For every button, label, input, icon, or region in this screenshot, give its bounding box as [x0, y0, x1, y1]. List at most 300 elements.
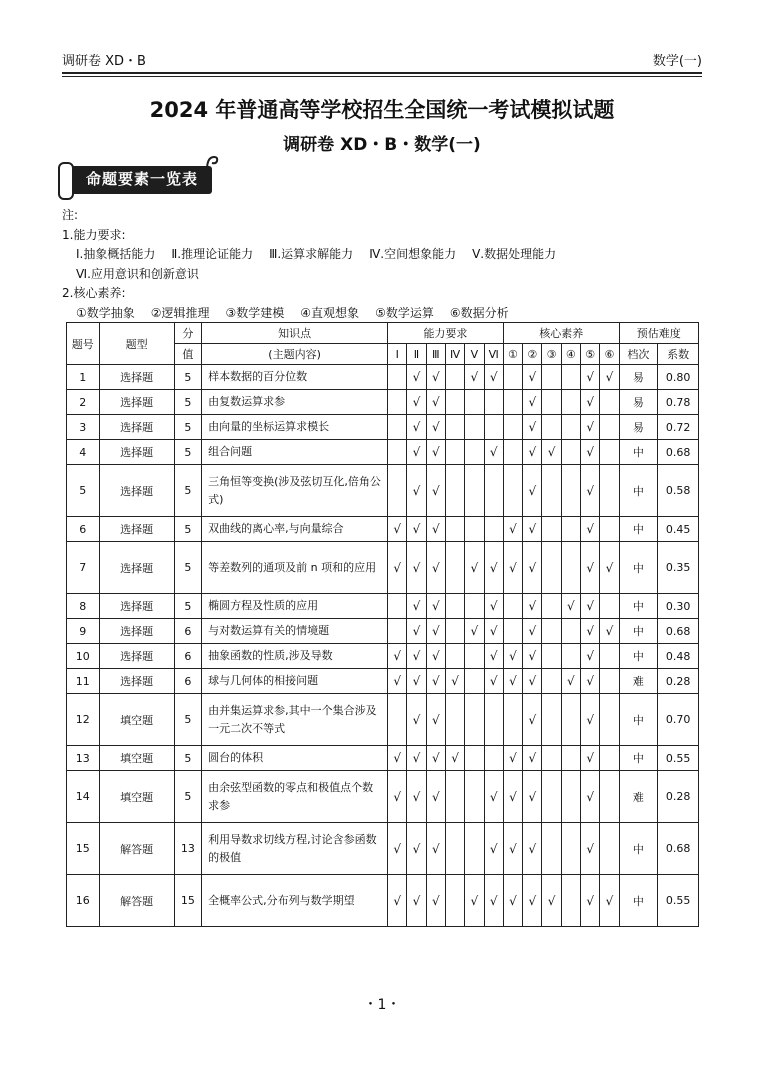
cell-num: 16: [67, 875, 100, 927]
elements-table: [66, 322, 699, 927]
cell-ability-check: [445, 440, 464, 465]
cell-ability-check: [465, 694, 484, 746]
cell-core-check: [600, 465, 619, 517]
cell-score: 15: [174, 875, 201, 927]
cell-num: 11: [67, 669, 100, 694]
cell-ability-check: √: [388, 875, 407, 927]
cell-core-check: √: [503, 644, 522, 669]
cell-num: 15: [67, 823, 100, 875]
cell-core-check: [600, 746, 619, 771]
cell-core-check: [542, 517, 561, 542]
cell-core-check: [503, 594, 522, 619]
cell-core-check: √: [581, 746, 600, 771]
col-header-difficulty: 预估难度: [619, 323, 698, 344]
cell-ability-check: [388, 465, 407, 517]
col-header-ability-item: Ⅴ: [465, 344, 484, 365]
cell-ability-check: √: [426, 415, 445, 440]
cell-core-check: [542, 594, 561, 619]
cell-ability-check: √: [484, 619, 503, 644]
col-header-ability-item: Ⅵ: [484, 344, 503, 365]
cell-ability-check: √: [407, 746, 426, 771]
cell-ability-check: [484, 694, 503, 746]
cell-level: 中: [619, 594, 658, 619]
cell-knowledge-point: 利用导数求切线方程,讨论含参函数的极值: [202, 823, 388, 875]
cell-coef: 0.48: [658, 644, 699, 669]
cell-core-check: √: [503, 746, 522, 771]
cell-ability-check: √: [484, 875, 503, 927]
cell-core-check: [542, 694, 561, 746]
note-item: ④直观想象: [300, 305, 360, 320]
cell-score: 5: [174, 390, 201, 415]
cell-knowledge-point: 双曲线的离心率,与向量综合: [202, 517, 388, 542]
cell-knowledge-point: 全概率公式,分布列与数学期望: [202, 875, 388, 927]
cell-core-check: [503, 365, 522, 390]
cell-core-check: √: [581, 440, 600, 465]
note-item: Ⅰ.抽象概括能力: [76, 247, 156, 261]
cell-num: 3: [67, 415, 100, 440]
note-item: ②逻辑推理: [150, 305, 210, 320]
cell-ability-check: [388, 694, 407, 746]
cell-core-check: [600, 771, 619, 823]
cell-core-check: [503, 390, 522, 415]
cell-type: 选择题: [99, 390, 174, 415]
cell-core-check: [561, 415, 580, 440]
cell-core-check: [542, 823, 561, 875]
page-number: ・1・: [363, 997, 401, 1013]
cell-num: 1: [67, 365, 100, 390]
cell-knowledge-point: 球与几何体的相接问题: [202, 669, 388, 694]
cell-core-check: [542, 465, 561, 517]
cell-ability-check: √: [388, 517, 407, 542]
cell-ability-check: [465, 594, 484, 619]
header-left: 调研卷 XD・B: [62, 54, 146, 69]
header-rule: [62, 72, 702, 74]
cell-core-check: [542, 746, 561, 771]
cell-ability-check: √: [407, 542, 426, 594]
col-header-score-1: 分: [174, 323, 201, 344]
cell-ability-check: √: [407, 644, 426, 669]
table-row: [67, 465, 699, 517]
table-row: [67, 694, 699, 746]
table-row: [67, 390, 699, 415]
cell-ability-check: [484, 415, 503, 440]
cell-knowledge-point: 由复数运算求参: [202, 390, 388, 415]
cell-num: 2: [67, 390, 100, 415]
cell-level: 易: [619, 365, 658, 390]
cell-ability-check: √: [465, 875, 484, 927]
scroll-curl-icon: [204, 154, 220, 172]
cell-core-check: [600, 415, 619, 440]
cell-num: 4: [67, 440, 100, 465]
cell-ability-check: √: [426, 669, 445, 694]
cell-level: 中: [619, 746, 658, 771]
cell-core-check: √: [581, 619, 600, 644]
cell-core-check: [561, 694, 580, 746]
cell-num: 5: [67, 465, 100, 517]
cell-ability-check: [465, 390, 484, 415]
page-subtitle: 调研卷 XD・B・数学(一): [283, 135, 481, 155]
cell-core-check: √: [542, 440, 561, 465]
cell-knowledge-point: 等差数列的通项及前 n 项和的应用: [202, 542, 388, 594]
cell-ability-check: √: [484, 542, 503, 594]
cell-ability-check: √: [426, 771, 445, 823]
cell-knowledge-point: 组合问题: [202, 440, 388, 465]
cell-core-check: √: [523, 465, 542, 517]
cell-ability-check: √: [407, 390, 426, 415]
cell-ability-check: [445, 542, 464, 594]
table-row: [67, 542, 699, 594]
cell-core-check: √: [523, 669, 542, 694]
table-row: [67, 644, 699, 669]
cell-core-check: √: [600, 875, 619, 927]
cell-ability-check: [388, 594, 407, 619]
cell-score: 5: [174, 365, 201, 390]
cell-ability-check: √: [426, 746, 445, 771]
col-header-kp-2: (主题内容): [202, 344, 388, 365]
cell-type: 解答题: [99, 875, 174, 927]
cell-core-check: [561, 823, 580, 875]
cell-ability-check: √: [426, 594, 445, 619]
col-header-kp-1: 知识点: [202, 323, 388, 344]
cell-score: 5: [174, 694, 201, 746]
cell-coef: 0.30: [658, 594, 699, 619]
cell-ability-check: [484, 390, 503, 415]
cell-core-check: [600, 823, 619, 875]
cell-core-check: √: [523, 542, 542, 594]
cell-core-check: √: [581, 415, 600, 440]
cell-ability-check: √: [426, 390, 445, 415]
cell-ability-check: √: [426, 644, 445, 669]
banner-label: 命题要素一览表: [85, 170, 198, 188]
cell-core-check: [503, 694, 522, 746]
cell-core-check: √: [523, 644, 542, 669]
cell-ability-check: √: [426, 365, 445, 390]
cell-type: 选择题: [99, 415, 174, 440]
table-body: [67, 365, 699, 927]
cell-knowledge-point: 抽象函数的性质,涉及导数: [202, 644, 388, 669]
cell-coef: 0.55: [658, 875, 699, 927]
col-header-core-item: ①: [503, 344, 522, 365]
core-list: [62, 304, 572, 324]
cell-core-check: √: [503, 517, 522, 542]
cell-num: 13: [67, 746, 100, 771]
note-item: Ⅲ.运算求解能力: [269, 247, 354, 261]
cell-core-check: √: [523, 823, 542, 875]
cell-coef: 0.45: [658, 517, 699, 542]
cell-core-check: √: [600, 542, 619, 594]
col-header-core-item: ⑥: [600, 344, 619, 365]
cell-core-check: [561, 746, 580, 771]
cell-core-check: √: [503, 823, 522, 875]
cell-ability-check: [445, 771, 464, 823]
cell-ability-check: √: [407, 619, 426, 644]
cell-ability-check: [445, 390, 464, 415]
table-row: [67, 823, 699, 875]
note-item: Ⅵ.应用意识和创新意识: [76, 266, 199, 281]
cell-num: 9: [67, 619, 100, 644]
cell-ability-check: √: [484, 440, 503, 465]
cell-core-check: [542, 669, 561, 694]
cell-ability-check: √: [484, 365, 503, 390]
cell-num: 8: [67, 594, 100, 619]
cell-ability-check: [445, 594, 464, 619]
cell-level: 中: [619, 823, 658, 875]
cell-score: 5: [174, 771, 201, 823]
cell-core-check: [542, 390, 561, 415]
cell-core-check: √: [581, 823, 600, 875]
cell-level: 中: [619, 440, 658, 465]
cell-core-check: [561, 542, 580, 594]
note-item: Ⅳ.空间想象能力: [369, 247, 457, 261]
cell-core-check: [600, 644, 619, 669]
cell-ability-check: √: [407, 365, 426, 390]
ability-list: [62, 245, 572, 265]
cell-type: 选择题: [99, 465, 174, 517]
cell-coef: 0.70: [658, 694, 699, 746]
cell-core-check: √: [581, 669, 600, 694]
cell-coef: 0.55: [658, 746, 699, 771]
cell-ability-check: √: [465, 365, 484, 390]
cell-coef: 0.28: [658, 771, 699, 823]
cell-ability-check: [445, 694, 464, 746]
cell-core-check: √: [523, 517, 542, 542]
cell-core-check: [600, 517, 619, 542]
table-row: [67, 365, 699, 390]
cell-ability-check: [388, 365, 407, 390]
col-header-type: 题型: [99, 323, 174, 365]
cell-ability-check: √: [426, 875, 445, 927]
cell-knowledge-point: 由余弦型函数的零点和极值点个数求参: [202, 771, 388, 823]
cell-core-check: √: [523, 619, 542, 644]
col-header-ability-item: Ⅲ: [426, 344, 445, 365]
table-row: [67, 746, 699, 771]
note-item: Ⅴ.数据处理能力: [472, 247, 557, 261]
cell-core-check: [503, 415, 522, 440]
cell-ability-check: √: [407, 517, 426, 542]
cell-knowledge-point: 由向量的坐标运算求模长: [202, 415, 388, 440]
cell-ability-check: √: [465, 542, 484, 594]
cell-core-check: √: [600, 365, 619, 390]
cell-ability-check: √: [407, 694, 426, 746]
cell-num: 6: [67, 517, 100, 542]
cell-ability-check: √: [426, 542, 445, 594]
ability-list-2: [62, 265, 572, 285]
cell-core-check: √: [581, 517, 600, 542]
cell-core-check: [503, 465, 522, 517]
cell-level: 中: [619, 644, 658, 669]
cell-ability-check: √: [407, 465, 426, 517]
cell-core-check: √: [581, 771, 600, 823]
cell-coef: 0.28: [658, 669, 699, 694]
notes-section: [62, 206, 572, 323]
cell-core-check: [503, 440, 522, 465]
cell-ability-check: √: [407, 823, 426, 875]
section-banner: [62, 160, 218, 196]
table-row: [67, 875, 699, 927]
cell-core-check: [542, 644, 561, 669]
cell-ability-check: √: [407, 875, 426, 927]
cell-ability-check: [445, 619, 464, 644]
cell-ability-check: √: [388, 669, 407, 694]
cell-ability-check: [465, 823, 484, 875]
cell-core-check: [542, 542, 561, 594]
cell-core-check: √: [523, 771, 542, 823]
cell-ability-check: [388, 440, 407, 465]
cell-core-check: √: [581, 390, 600, 415]
notes-label: 注:: [62, 208, 79, 222]
cell-core-check: [542, 415, 561, 440]
cell-core-check: [600, 390, 619, 415]
cell-ability-check: [465, 440, 484, 465]
table-row: [67, 415, 699, 440]
cell-type: 选择题: [99, 365, 174, 390]
col-header-ability-item: Ⅳ: [445, 344, 464, 365]
table-row: [67, 440, 699, 465]
cell-coef: 0.72: [658, 415, 699, 440]
cell-core-check: [561, 365, 580, 390]
cell-ability-check: √: [407, 594, 426, 619]
cell-num: 14: [67, 771, 100, 823]
cell-level: 中: [619, 619, 658, 644]
cell-core-check: √: [581, 365, 600, 390]
cell-ability-check: [388, 619, 407, 644]
cell-ability-check: √: [445, 669, 464, 694]
cell-ability-check: √: [388, 746, 407, 771]
cell-core-check: √: [581, 875, 600, 927]
cell-ability-check: [465, 465, 484, 517]
cell-core-check: √: [523, 746, 542, 771]
cell-ability-check: [465, 746, 484, 771]
cell-score: 5: [174, 746, 201, 771]
cell-score: 13: [174, 823, 201, 875]
cell-ability-check: √: [465, 619, 484, 644]
cell-type: 填空题: [99, 694, 174, 746]
cell-core-check: [561, 517, 580, 542]
cell-knowledge-point: 与对数运算有关的情境题: [202, 619, 388, 644]
banner-roll-icon: [58, 162, 74, 200]
cell-score: 5: [174, 594, 201, 619]
cell-ability-check: [465, 669, 484, 694]
cell-type: 选择题: [99, 440, 174, 465]
cell-ability-check: [445, 823, 464, 875]
table-row: [67, 771, 699, 823]
header-right: 数学(一): [652, 54, 702, 69]
cell-core-check: √: [523, 594, 542, 619]
cell-ability-check: √: [388, 542, 407, 594]
cell-ability-check: √: [445, 746, 464, 771]
cell-ability-check: [484, 517, 503, 542]
cell-type: 选择题: [99, 619, 174, 644]
cell-ability-check: √: [426, 823, 445, 875]
cell-core-check: [600, 594, 619, 619]
cell-ability-check: √: [426, 440, 445, 465]
note-item: ⑤数学运算: [375, 305, 434, 320]
cell-ability-check: √: [484, 823, 503, 875]
cell-core-check: √: [581, 644, 600, 669]
cell-score: 5: [174, 465, 201, 517]
cell-knowledge-point: 圆台的体积: [202, 746, 388, 771]
cell-ability-check: [465, 771, 484, 823]
cell-coef: 0.68: [658, 619, 699, 644]
cell-core-check: √: [581, 542, 600, 594]
cell-score: 5: [174, 517, 201, 542]
cell-ability-check: √: [484, 594, 503, 619]
cell-type: 选择题: [99, 517, 174, 542]
cell-score: 5: [174, 542, 201, 594]
cell-ability-check: [445, 365, 464, 390]
cell-ability-check: √: [388, 771, 407, 823]
col-header-core-item: ④: [561, 344, 580, 365]
cell-type: 选择题: [99, 594, 174, 619]
cell-ability-check: √: [407, 415, 426, 440]
cell-core-check: √: [503, 669, 522, 694]
cell-ability-check: √: [426, 465, 445, 517]
cell-core-check: √: [581, 594, 600, 619]
cell-core-check: [561, 644, 580, 669]
cell-ability-check: [445, 644, 464, 669]
col-header-ability: 能力要求: [388, 323, 504, 344]
cell-num: 12: [67, 694, 100, 746]
cell-core-check: √: [561, 594, 580, 619]
note-item: Ⅱ.推理论证能力: [171, 247, 254, 261]
cell-ability-check: √: [388, 644, 407, 669]
cell-ability-check: √: [407, 669, 426, 694]
col-header-core-item: ②: [523, 344, 542, 365]
cell-core-check: [503, 619, 522, 644]
cell-ability-check: √: [484, 669, 503, 694]
cell-coef: 0.35: [658, 542, 699, 594]
cell-level: 易: [619, 390, 658, 415]
cell-level: 难: [619, 669, 658, 694]
cell-ability-check: [465, 644, 484, 669]
cell-ability-check: √: [484, 771, 503, 823]
cell-coef: 0.78: [658, 390, 699, 415]
cell-core-check: √: [523, 694, 542, 746]
cell-core-check: [600, 669, 619, 694]
cell-coef: 0.80: [658, 365, 699, 390]
cell-core-check: √: [523, 415, 542, 440]
page-title: 2024 年普通高等学校招生全国统一考试模拟试题: [149, 98, 615, 122]
cell-core-check: √: [581, 465, 600, 517]
table-row: [67, 619, 699, 644]
cell-ability-check: [445, 875, 464, 927]
cell-score: 5: [174, 440, 201, 465]
cell-score: 6: [174, 669, 201, 694]
cell-coef: 0.58: [658, 465, 699, 517]
cell-core-check: √: [523, 875, 542, 927]
col-header-num: 题号: [67, 323, 100, 365]
cell-ability-check: [484, 465, 503, 517]
cell-core-check: √: [523, 390, 542, 415]
note-item: ⑥数据分析: [449, 305, 509, 320]
cell-ability-check: √: [407, 440, 426, 465]
col-header-core-item: ③: [542, 344, 561, 365]
cell-core-check: [561, 465, 580, 517]
running-header: [62, 48, 702, 70]
cell-level: 中: [619, 517, 658, 542]
cell-ability-check: √: [426, 517, 445, 542]
cell-coef: 0.68: [658, 440, 699, 465]
table-row: [67, 517, 699, 542]
cell-knowledge-point: 三角恒等变换(涉及弦切互化,倍角公式): [202, 465, 388, 517]
cell-level: 中: [619, 465, 658, 517]
cell-core-check: √: [523, 440, 542, 465]
cell-score: 6: [174, 619, 201, 644]
cell-score: 5: [174, 415, 201, 440]
note-item: ③数学建模: [225, 305, 285, 320]
cell-core-check: √: [503, 542, 522, 594]
cell-type: 填空题: [99, 771, 174, 823]
